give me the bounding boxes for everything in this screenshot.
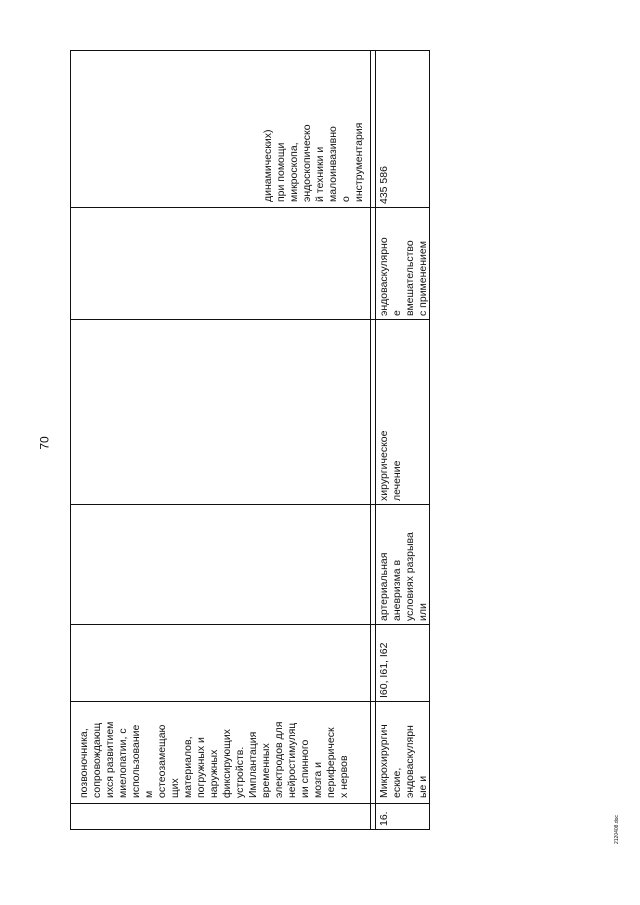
row2-model-cell: [375, 505, 430, 625]
row2-cost-cell: [375, 50, 430, 208]
diagnosis-code: I60, I61, I62: [378, 642, 390, 698]
text-line: позвоночника,: [78, 728, 90, 798]
row-divider: [370, 50, 371, 830]
row1-method-cell: [70, 76, 370, 206]
text-line: или: [417, 603, 429, 621]
text-line: м: [143, 790, 155, 798]
text-line: нейростимуляц: [286, 722, 298, 798]
page-number: 70: [37, 436, 52, 450]
text-line: микроскопа,: [288, 142, 300, 202]
text-line: периферическ: [325, 727, 337, 798]
text-line: при помощи: [275, 142, 287, 202]
text-line: временных: [260, 743, 272, 798]
text-line: фиксирующих: [221, 729, 233, 798]
cost-value: 435 586: [378, 166, 390, 204]
text-line: эндоваскулярн: [404, 725, 416, 798]
text-line: щих: [169, 778, 181, 798]
rotated-table-wrapper: [70, 50, 430, 830]
text-line: инструментария: [353, 122, 365, 202]
text-line: малоинвазивно: [327, 126, 339, 202]
text-line: остеозамещаю: [156, 724, 168, 798]
text-line: хирургическое: [378, 430, 390, 501]
text-line: ии спинного: [299, 739, 311, 798]
row2-name-cell: [375, 702, 430, 802]
text-line: мозга и: [312, 762, 324, 798]
text-line: электродов для: [273, 721, 285, 798]
row2-number-cell: [375, 804, 430, 830]
text-line: погружных и: [195, 737, 207, 798]
text-line: миелопатии, с: [117, 728, 129, 798]
text-line: ихся развитием: [104, 721, 116, 798]
text-line: эндоскопическо: [301, 124, 313, 202]
text-line: еские,: [391, 767, 403, 798]
medical-care-table: [70, 50, 430, 830]
text-line: лечение: [391, 460, 403, 501]
text-line: материалов,: [182, 736, 194, 798]
text-line: Микрохирургич: [378, 724, 390, 798]
text-line: ые и: [417, 775, 429, 798]
text-line: Имплантация: [247, 731, 259, 798]
text-line: условиях разрыва: [404, 532, 416, 621]
text-line: о: [340, 196, 352, 202]
row-number: 16.: [378, 811, 390, 826]
text-line: динамических): [262, 129, 274, 202]
row2-method-cell: [375, 208, 430, 320]
text-line: наружных: [208, 749, 220, 798]
row2-treatment-cell: [375, 320, 430, 505]
text-line: устройств.: [234, 746, 246, 798]
footer-code: 2120408.doc: [614, 815, 620, 844]
text-line: х нервов: [338, 755, 350, 798]
text-line: вмешательство: [404, 240, 416, 316]
text-line: использование: [130, 724, 142, 798]
row2-code-cell: [375, 625, 430, 702]
text-line: с применением: [417, 241, 429, 316]
text-line: аневризма в: [391, 559, 403, 621]
text-line: й техники и: [314, 146, 326, 202]
text-line: эндоваскулярно: [378, 237, 390, 316]
text-line: сопровождающ: [91, 722, 103, 798]
text-line: артериальная: [378, 552, 390, 621]
row1-name-cell: [70, 702, 370, 802]
text-line: е: [391, 310, 403, 316]
